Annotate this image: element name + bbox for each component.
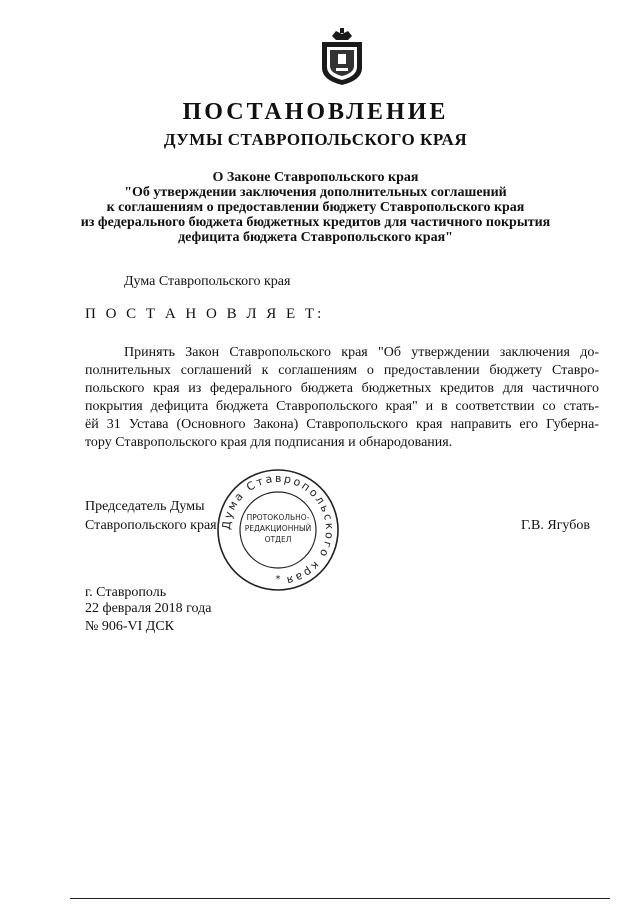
adoption-date: 22 февраля 2018 года bbox=[85, 601, 212, 616]
body-line: Принять Закон Ставропольского края "Об утверждении заключения до- bbox=[124, 345, 599, 360]
stamp-ring-text: Дума Ставропольского края bbox=[219, 471, 337, 588]
signer-position-line2: Ставропольского края bbox=[85, 518, 217, 533]
subject-line: из федерального бюджета бюджетных кредитов для частичного покрытия bbox=[80, 215, 551, 230]
subject-line: дефицита бюджета Ставропольского края" bbox=[178, 230, 453, 245]
document-number: № 906-VI ДСК bbox=[85, 619, 175, 634]
signer-name: Г.В. Ягубов bbox=[521, 518, 590, 533]
coat-of-arms-emblem bbox=[318, 28, 366, 86]
place-of-adoption: г. Ставрополь bbox=[85, 585, 167, 600]
resolves-heading: П О С Т А Н О В Л Я Е Т: bbox=[85, 306, 325, 322]
body-line: тору Ставропольского края для подписания и обнародования. bbox=[85, 435, 453, 450]
stamp-center-line: ОТДЕЛ bbox=[264, 535, 292, 544]
body-line: ёй 31 Устава (Основного Закона) Ставропольского края направить его Губерна- bbox=[85, 417, 599, 432]
signer-position-line1: Председатель Думы bbox=[85, 499, 205, 514]
stamp-star-icon: * bbox=[275, 574, 281, 585]
stamp-center-line: РЕДАКЦИОННЫЙ bbox=[244, 524, 312, 533]
body-line: полнительных соглашений к соглашениям о предоставлении бюджету Ставро- bbox=[85, 363, 599, 378]
bottom-rule bbox=[70, 898, 610, 899]
document-subtitle: ДУМЫ СТАВРОПОЛЬСКОГО КРАЯ bbox=[163, 130, 468, 149]
subject-line: О Законе Ставропольского края bbox=[212, 170, 419, 185]
official-stamp bbox=[216, 468, 340, 592]
subject-line: к соглашениям о предоставлении бюджету Ставропольского края bbox=[106, 200, 525, 215]
subject-line: "Об утверждении заключения дополнительных соглашений bbox=[124, 185, 507, 200]
body-line: польского края из федерального бюджета бюджетных кредитов для частичного bbox=[85, 381, 599, 396]
body-line: покрытия дефицита бюджета Ставропольского края" и в соответствии со стать- bbox=[85, 399, 599, 414]
issuing-body: Дума Ставропольского края bbox=[124, 274, 291, 289]
stamp-center-line: ПРОТОКОЛЬНО- bbox=[246, 513, 310, 522]
document-title: ПОСТАНОВЛЕНИЕ bbox=[182, 99, 449, 125]
